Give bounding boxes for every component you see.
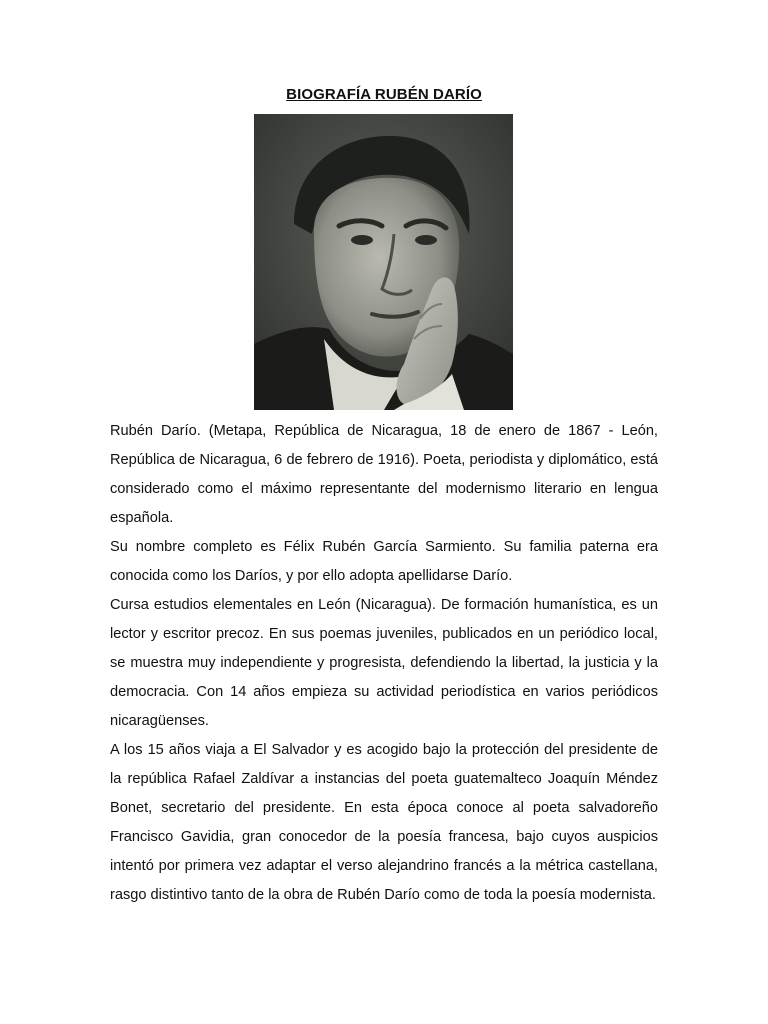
biography-text bbox=[110, 417, 658, 910]
paragraph-3: Cursa estudios elementales en León (Nicaragua). De formación humanística, es un lector y escritor precoz. En sus poemas juveniles, publicados en un periódico local, se muestra muy independiente y progresista, defendiendo la libertad, la justicia y la democracia. Con 14 años empieza su actividad periodística en varios periódicos nicaragüenses. bbox=[110, 597, 658, 729]
page-title: BIOGRAFÍA RUBÉN DARÍO bbox=[286, 86, 482, 103]
portrait-photo bbox=[254, 114, 513, 410]
paragraph-4: A los 15 años viaja a El Salvador y es acogido bajo la protección del presidente de la república Rafael Zaldívar a instancias del poeta guatemalteco Joaquín Méndez Bonet, secretario del presidente. En esta época conoce al poeta salvadoreño Francisco Gavidia, gran conocedor de la poesía francesa, bajo cuyos auspicios intentó por primera vez adaptar el verso alejandrino francés a la métrica castellana, rasgo distintivo tanto de la obra de Rubén Darío como de toda la poesía modernista. bbox=[110, 742, 658, 903]
portrait-illustration bbox=[254, 114, 513, 410]
paragraph-1: Rubén Darío. (Metapa, República de Nicaragua, 18 de enero de 1867 - León, República de Nicaragua, 6 de febrero de 1916). Poeta, periodista y diplomático, está considerado como el máximo representante del modernismo literario en lengua española. bbox=[110, 423, 658, 526]
paragraph-2: Su nombre completo es Félix Rubén García Sarmiento. Su familia paterna era conocida como los Daríos, y por ello adopta apellidarse Darío. bbox=[110, 539, 658, 584]
